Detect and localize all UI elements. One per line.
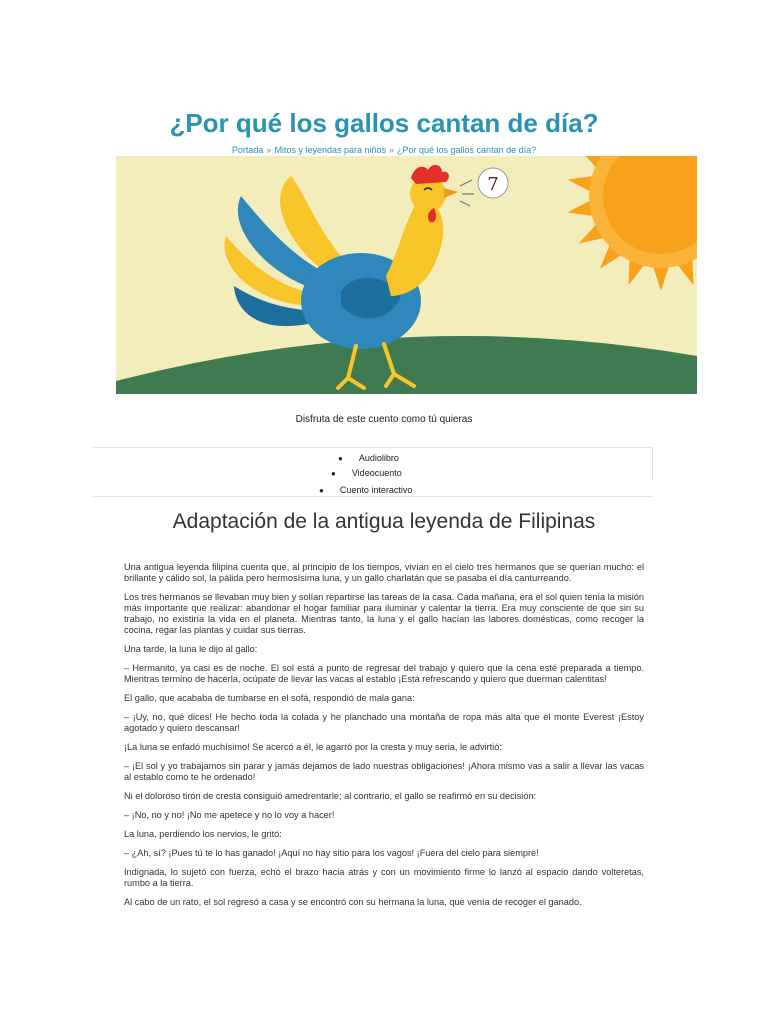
section-heading: Adaptación de la antigua leyenda de Filipinas xyxy=(172,510,596,533)
hill-shape xyxy=(116,336,697,394)
paragraph: – ¡Uy, no, qué dices! He hecho toda la colada y he planchado una montaña de ropa más alta que el monte Everest ¡Estoy agotado y quiero descansar! xyxy=(124,712,644,733)
breadcrumb-separator: » xyxy=(266,145,272,155)
bullet-icon: ● xyxy=(338,454,343,463)
rooster-beak xyxy=(444,188,458,198)
rooster-comb xyxy=(411,165,449,184)
bullet-icon: ● xyxy=(331,469,336,478)
paragraph: Indignada, lo sujetó con fuerza, echó el brazo hacia atrás y con un movimiento firme lo lanzó al espacio dando volteretas, rumbo a la tierra. xyxy=(124,867,644,888)
story-format-menu xyxy=(93,447,653,497)
paragraph: – ¡No, no y no! ¡No me apetece y no lo voy a hacer! xyxy=(124,810,335,820)
svg-text:7: 7 xyxy=(487,174,499,195)
menu-item-audiobook[interactable] xyxy=(338,453,399,463)
breadcrumb-home-link[interactable]: Portada xyxy=(231,145,264,155)
paragraph: Los tres hermanos se llevaban muy bien y solían repartirse las tareas de la casa. Cada mañana, era el sol quien tenía la misión más importante que realizar: abandonar el hogar familiar para iluminar y calentar la tierra. Era muy consciente de que sin su trabajo, no existiría la vida en el planeta. Mientras tanto, la luna y el gallo hacían las labores domésticas, como recoger la cocina, regar las plantas y cuidar sus tierras. xyxy=(124,592,644,635)
menu-item-label: Cuento interactivo xyxy=(339,485,413,495)
paragraph: Una tarde, la luna le dijo al gallo: xyxy=(124,644,258,654)
breadcrumb-current[interactable]: ¿Por qué los gallos cantan de día? xyxy=(397,145,537,155)
hero-illustration xyxy=(116,156,697,394)
menu-item-label: Audiolibro xyxy=(358,453,399,463)
menu-item-videostory[interactable] xyxy=(331,468,402,478)
rooster-illustration xyxy=(116,156,697,394)
breadcrumb xyxy=(0,145,768,155)
breadcrumb-category-link[interactable]: Mitos y leyendas para niños xyxy=(274,145,386,155)
paragraph: Una antigua leyenda filipina cuenta que, al principio de los tiempos, vivían en el cielo tres hermanos que se querían mucho: el brillante y cálido sol, la pálida pero hermosísima luna, y un gallo charlatán que se pasaba el día canturreando. xyxy=(124,562,644,583)
page-title: ¿Por qué los gallos cantan de día? xyxy=(169,108,599,138)
paragraph: El gallo, que acababa de tumbarse en el sofá, respondió de mala gana: xyxy=(124,693,415,703)
breadcrumb-separator: » xyxy=(389,145,395,155)
paragraph: Ni el doloroso tirón de cresta consiguió amedrentarle; al contrario, el gallo se reafirmó en su decisión: xyxy=(124,791,537,801)
paragraph: – ¿Ah, sí? ¡Pues tú te lo has ganado! ¡Aquí no hay sitio para los vagos! ¡Fuera del cielo para siempre! xyxy=(124,848,539,858)
paragraph: La luna, perdiendo los nervios, le gritó: xyxy=(124,829,282,839)
bullet-icon: ● xyxy=(319,486,324,495)
menu-item-label: Videocuento xyxy=(351,468,402,478)
paragraph: – Hermanito, ya casi es de noche. El sol está a punto de regresar del trabajo y quiero que la cena esté preparada a tiempo. Mientras termino de hacerla, ocúpate de llevar las vacas al establo ¡Está refrescando y quiero que duerman calentitas! xyxy=(124,663,644,684)
paragraph: – ¡El sol y yo trabajamos sin parar y jamás dejamos de lado nuestras obligaciones! ¡Ahora mismo vas a salir a llevar las vacas al establo como te he ordenado! xyxy=(124,761,644,782)
sun-icon xyxy=(566,156,697,291)
paragraph: Al cabo de un rato, el sol regresó a casa y se encontró con su hermana la luna, que venía de recoger el ganado. xyxy=(124,897,582,907)
paragraph: ¡La luna se enfadó muchísimo! Se acercó a él, le agarró por la cresta y muy seria, le advirtió: xyxy=(124,742,502,752)
story-text xyxy=(124,562,644,916)
divider xyxy=(652,448,653,480)
menu-item-interactive-story[interactable] xyxy=(319,485,412,495)
speech-bubble-icon xyxy=(478,168,508,198)
caption: Disfruta de este cuento como tú quieras xyxy=(295,414,473,425)
